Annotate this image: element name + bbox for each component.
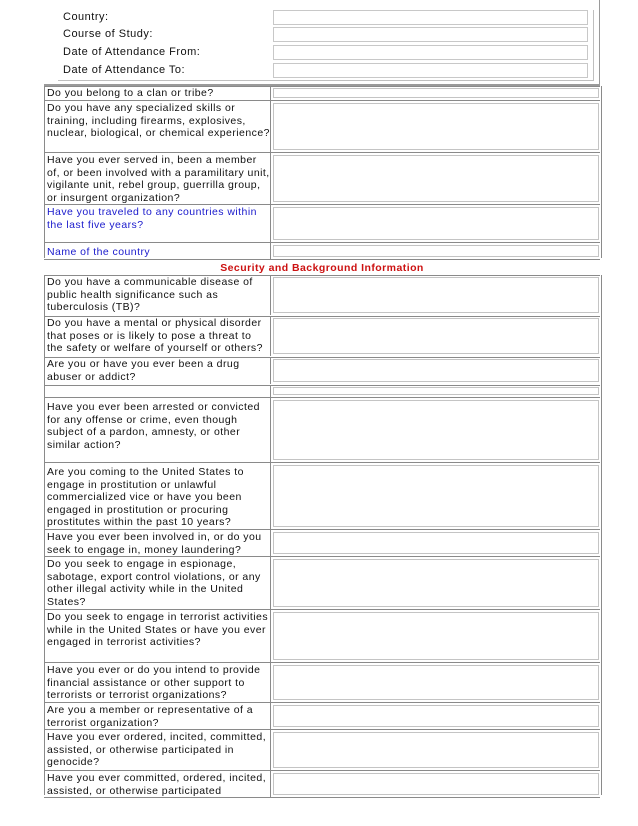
- answer-field[interactable]: [273, 245, 599, 257]
- attendance-row-from: [58, 45, 593, 60]
- table-border: [44, 556, 600, 557]
- question-text: Do you have a mental or physical disorder that poses or is likely to pose a threat to the safety or welfare of yourself or others?: [45, 316, 271, 356]
- answer-field[interactable]: [273, 207, 599, 240]
- question-row-skills: [45, 101, 601, 152]
- answer-field[interactable]: [273, 387, 599, 395]
- attendance-row-course: [58, 27, 593, 42]
- question-row-paramilitary: [45, 153, 601, 204]
- question-row-member: [45, 703, 601, 729]
- answer-field[interactable]: [273, 732, 599, 768]
- background-questions-table: [44, 86, 602, 258]
- table-border: [44, 662, 600, 663]
- answer-field[interactable]: [273, 155, 599, 202]
- question-text: Have you ever been arrested or convicted for any offense or crime, even though subject of a pardon, amnesty, or other similar action?: [45, 398, 271, 462]
- attendance-inner-table: [58, 10, 594, 81]
- question-text: Do you have a communicable disease of public health significance such as tuberculosis (TB)?: [45, 275, 271, 315]
- question-row-committed: [45, 771, 601, 797]
- answer-field[interactable]: [273, 88, 599, 98]
- question-row-travel: [45, 205, 601, 242]
- table-border: [44, 609, 600, 610]
- attendance-row-country: [58, 10, 593, 25]
- date-to-field[interactable]: [273, 63, 588, 78]
- question-text: Name of the country: [45, 243, 271, 259]
- table-border: [44, 100, 600, 101]
- answer-field[interactable]: [273, 318, 599, 354]
- question-text: Are you or have you ever been a drug abuser or addict?: [45, 357, 271, 384]
- table-border: [44, 86, 600, 87]
- date-from-label: Date of Attendance From:: [63, 46, 201, 58]
- question-text: Have you ever ordered, incited, committed, assisted, or otherwise participated in genocide?: [45, 730, 271, 770]
- question-row-financial-support: [45, 663, 601, 702]
- question-row-clan: [45, 86, 601, 100]
- question-row-arrested: [45, 398, 601, 462]
- table-border: [44, 770, 600, 771]
- question-row-country-name: [45, 243, 601, 259]
- question-row-drug: [45, 357, 601, 384]
- question-text: Do you seek to engage in terrorist activities while in the United States or have you ever engaged in terrorist activities?: [45, 610, 271, 662]
- question-row-disorder: [45, 316, 601, 356]
- question-row-prostitution: [45, 463, 601, 529]
- table-border: [44, 275, 600, 276]
- question-text: Have you ever committed, ordered, incited, assisted, or otherwise participated: [45, 771, 271, 797]
- country-label: Country:: [63, 11, 109, 23]
- table-border: [44, 797, 600, 798]
- attendance-row-to: [58, 63, 593, 78]
- question-text: Are you coming to the United States to engage in prostitution or unlawful commercialized vice or have you been engaged in prostitution or procuring prostitutes within the past 10 years?: [45, 463, 271, 529]
- answer-field[interactable]: [273, 612, 599, 660]
- answer-field[interactable]: [273, 359, 599, 382]
- answer-field[interactable]: [273, 532, 599, 554]
- table-border: [44, 462, 600, 463]
- table-border: [44, 316, 600, 317]
- security-questions-table: [44, 275, 602, 795]
- course-of-study-label: Course of Study:: [63, 28, 153, 40]
- question-text: Do you have any specialized skills or training, including firearms, explosives, nuclear, biological, or chemical experience?: [45, 101, 271, 152]
- table-border: [44, 204, 600, 205]
- question-row-blank: [45, 385, 601, 397]
- table-border: [44, 259, 600, 260]
- answer-field[interactable]: [273, 559, 599, 607]
- table-border: [44, 397, 600, 398]
- question-text: Have you ever been involved in, or do you seek to engage in, money laundering?: [45, 530, 271, 556]
- table-border: [44, 529, 600, 530]
- question-row-genocide: [45, 730, 601, 770]
- answer-field[interactable]: [273, 400, 599, 460]
- question-row-terrorist-activities: [45, 610, 601, 662]
- question-text: Do you belong to a clan or tribe?: [45, 86, 271, 100]
- date-to-label: Date of Attendance To:: [63, 64, 186, 76]
- date-from-field[interactable]: [273, 45, 588, 60]
- question-text: Do you seek to engage in espionage, sabotage, export control violations, or any other illegal activity while in the United States?: [45, 557, 271, 609]
- question-text: Are you a member or representative of a terrorist organization?: [45, 703, 271, 729]
- answer-field[interactable]: [273, 465, 599, 527]
- country-field[interactable]: [273, 10, 588, 25]
- question-text: Have you ever or do you intend to provide financial assistance or other support to terrorists or terrorist organizations?: [45, 663, 271, 702]
- question-text: [45, 385, 271, 397]
- question-row-espionage: [45, 557, 601, 609]
- question-text: Have you traveled to any countries within the last five years?: [45, 205, 271, 242]
- answer-field[interactable]: [273, 277, 599, 313]
- table-border: [44, 702, 600, 703]
- question-row-disease: [45, 275, 601, 315]
- attendance-table: [44, 0, 600, 84]
- course-of-study-field[interactable]: [273, 27, 588, 42]
- question-row-laundering: [45, 530, 601, 556]
- answer-field[interactable]: [273, 705, 599, 727]
- answer-field[interactable]: [273, 103, 599, 150]
- table-border: [44, 357, 600, 358]
- table-border: [44, 242, 600, 243]
- question-text: Have you ever served in, been a member of, or been involved with a paramilitary unit, vigilante unit, rebel group, guerrilla group, or insurgent organization?: [47, 154, 270, 204]
- answer-field[interactable]: [273, 773, 599, 795]
- answer-field[interactable]: [273, 665, 599, 700]
- section-title: Security and Background Information: [220, 262, 424, 274]
- table-border: [44, 152, 600, 153]
- table-border: [44, 385, 600, 386]
- table-border: [44, 729, 600, 730]
